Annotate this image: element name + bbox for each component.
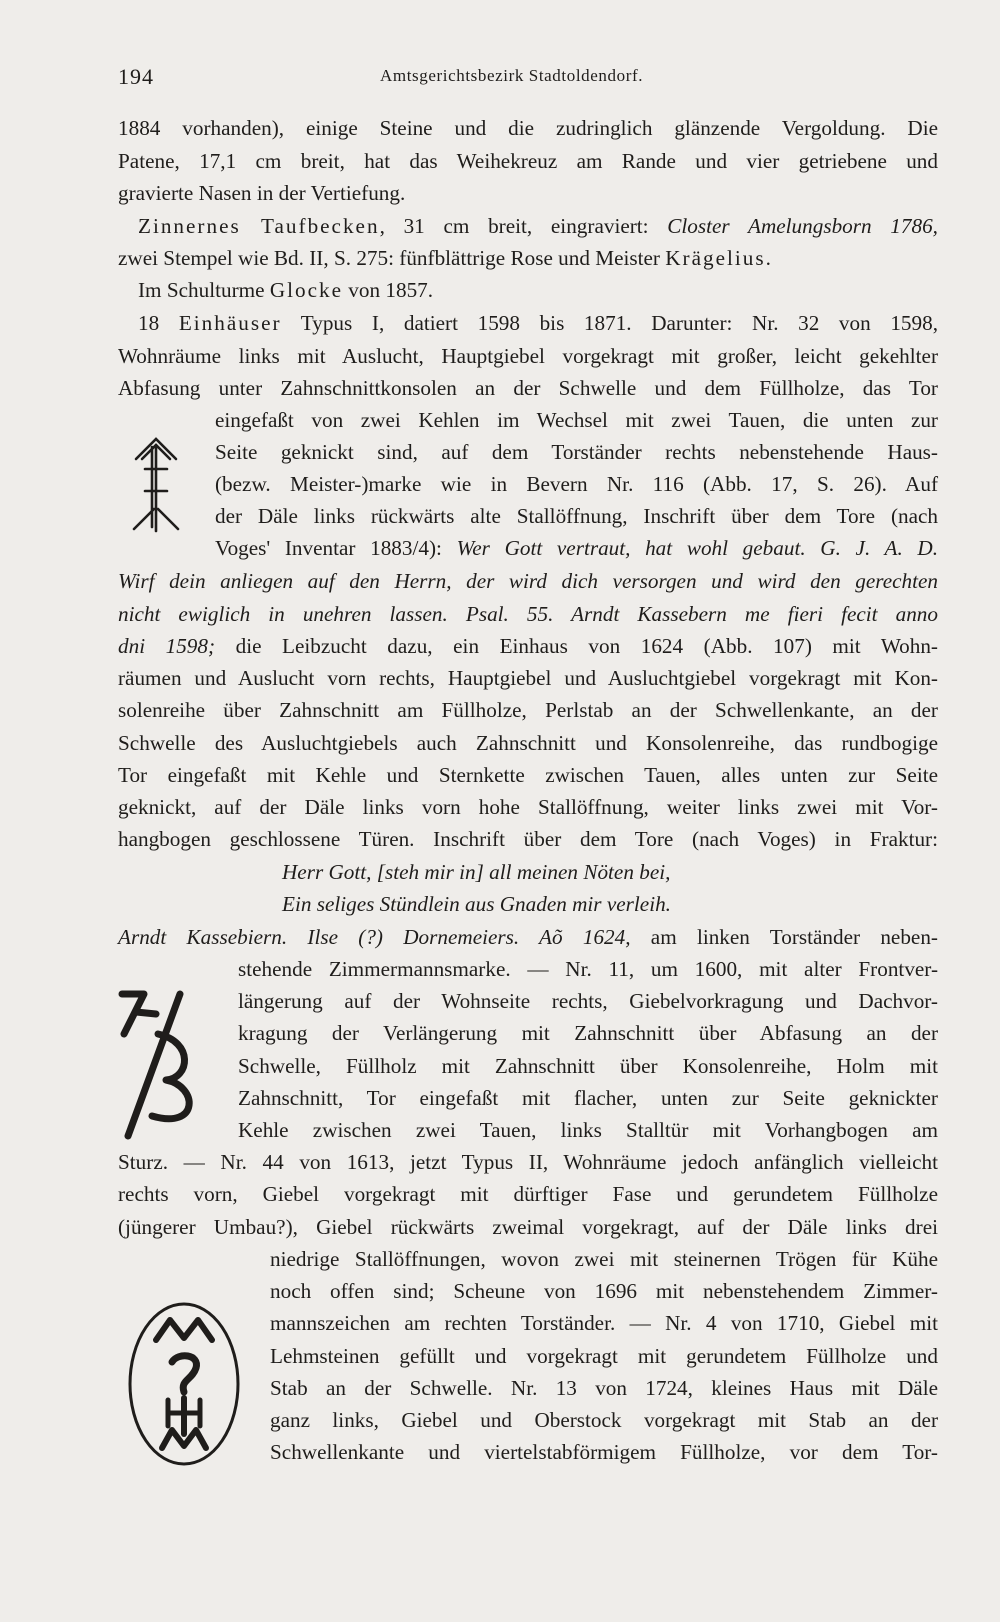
text-run: . <box>765 246 771 270</box>
text-line: räumen und Auslucht vorn rechts, Hauptgiebel und Ausluchtgiebel vorgekragt mit Kon- <box>118 666 938 690</box>
text-line: Schwellenkante und viertelstabförmigem Füllholze, vor dem Tor- <box>270 1440 938 1464</box>
inscription: dni 1598; <box>118 634 216 658</box>
text-line <box>138 210 938 242</box>
text-line: mannszeichen am rechten Torständer. — Nr. 4 von 1710, Giebel mit <box>270 1311 938 1335</box>
text-line: Patene, 17,1 cm breit, hat das Weihekreuz am Rande und vier getriebene und <box>118 149 938 173</box>
inscription: Ein seliges Stündlein aus Gnaden mir verleih. <box>282 892 671 916</box>
inscription: nicht ewiglich in unehren lassen. Psal. 55. Arndt Kassebern me fieri fecit anno <box>118 602 938 626</box>
text-run: zwei Stempel wie Bd. II, S. 275: fünfblättrige Rose und Meister <box>118 246 666 270</box>
page-number: 194 <box>118 64 154 89</box>
text-run: Voges' Inventar 1883/4): <box>215 536 457 560</box>
text-run: 18 <box>138 311 179 335</box>
text-line: eingefaßt von zwei Kehlen im Wechsel mit zwei Tauen, die unten zur <box>215 408 938 432</box>
text-line <box>215 532 938 564</box>
running-title: Amtsgerichtsbezirk Stadtoldendorf. <box>380 66 644 85</box>
text-line: kragung der Verlängerung mit Zahnschnitt über Abfasung an der <box>238 1021 938 1045</box>
text-line: Stab an der Schwelle. Nr. 13 von 1724, kleines Haus mit Däle <box>270 1376 938 1400</box>
text-line: niedrige Stallöffnungen, wovon zwei mit steinernen Trögen für Kühe <box>270 1247 938 1271</box>
text-line: gravierte Nasen in der Vertiefung. <box>118 181 406 205</box>
text-line: noch offen sind; Scheune von 1696 mit nebenstehendem Zimmer- <box>270 1279 938 1303</box>
text-line: ganz links, Giebel und Oberstock vorgekragt mit Stab an der <box>270 1408 938 1432</box>
emphasis-term: Glocke <box>269 278 343 302</box>
text-line: Kehle zwischen zwei Tauen, links Stalltür mit Vorhangbogen am <box>238 1118 938 1142</box>
inscription: Wirf dein anliegen auf den Herrn, der wird dich versorgen und wird den gerechten <box>118 569 938 593</box>
text-line: solenreihe über Zahnschnitt am Füllholze, Perlstab an der Schwellenkante, an der <box>118 698 938 722</box>
text-run: , 31 cm breit, eingraviert: <box>379 214 668 238</box>
text-run: am linken Torständer neben- <box>630 925 938 949</box>
inscription: Herr Gott, [steh mir in] all meinen Nöten bei, <box>282 860 671 884</box>
emphasis-term: Zinnernes Taufbecken <box>138 214 380 238</box>
text-line: längerung auf der Wohnseite rechts, Giebelvorkragung und Dachvor- <box>238 989 938 1013</box>
text-line: (jüngerer Umbau?), Giebel rückwärts zweimal vorgekragt, auf der Däle links drei <box>118 1215 938 1239</box>
carpenter-mark-icon <box>118 986 198 1142</box>
text-line: Zahnschnitt, Tor eingefaßt mit flacher, unten zur Seite geknickter <box>238 1086 938 1110</box>
text-line: Seite geknickt sind, auf dem Torständer rechts nebenstehende Haus- <box>215 440 938 464</box>
text-line: Tor eingefaßt mit Kehle und Sternkette zwischen Tauen, alles unten zur Seite <box>118 763 938 787</box>
inscription: Wer Gott vertraut, hat wohl gebaut. G. J. A. D. <box>456 536 938 560</box>
text-line: stehende Zimmermannsmarke. — Nr. 11, um 1600, mit alter Frontver- <box>238 957 938 981</box>
text-run: die Leibzucht dazu, ein Einhaus von 1624 (Abb. 107) mit Wohn- <box>215 634 938 658</box>
text-run: von 1857. <box>343 278 434 302</box>
text-line <box>118 565 938 597</box>
text-line <box>118 242 938 274</box>
text-line <box>118 598 938 630</box>
text-line <box>138 274 938 306</box>
verse-line <box>282 888 671 920</box>
text-line: Lehmsteinen gefüllt und vorgekragt mit gerundetem Füllholze und <box>270 1344 938 1368</box>
house-mark-icon <box>132 435 180 535</box>
text-line: Wohnräume links mit Auslucht, Hauptgiebel vorgekragt mit großer, leicht gekehlter <box>118 344 938 368</box>
text-run: Im Schulturme <box>138 278 270 302</box>
carpenter-sign-icon <box>126 1300 242 1468</box>
text-line: Sturz. — Nr. 44 von 1613, jetzt Typus II, Wohnräume jedoch anfänglich vielleicht <box>118 1150 938 1174</box>
text-line: Schwelle, Füllholz mit Zahnschnitt über Konsolenreihe, Holm mit <box>238 1054 938 1078</box>
inscription: Arndt Kassebiern. Ilse (?) Dornemeiers. Aõ 1624, <box>118 925 631 949</box>
emphasis-term: Einhäuser <box>178 311 282 335</box>
text-line: hangbogen geschlossene Türen. Inschrift über dem Tore (nach Voges) in Fraktur: <box>118 827 938 851</box>
emphasis-term: Krägelius <box>665 246 766 270</box>
text-line <box>138 307 938 339</box>
inscription: Closter Amelungsborn 1786, <box>667 214 938 238</box>
text-line: geknickt, auf der Däle links vorn hohe Stallöffnung, weiter links zwei mit Vor- <box>118 795 938 819</box>
text-line: 1884 vorhanden), einige Steine und die zudringlich glänzende Vergoldung. Die <box>118 116 938 140</box>
text-line <box>118 921 938 953</box>
text-run: Typus I, datiert 1598 bis 1871. Darunter: Nr. 32 von 1598, <box>281 311 939 335</box>
text-line: Schwelle des Ausluchtgiebels auch Zahnschnitt und Konsolenreihe, das rundbogige <box>118 731 938 755</box>
text-line: rechts vorn, Giebel vorgekragt mit dürftiger Fase und gerundetem Füllholze <box>118 1182 938 1206</box>
text-line: der Däle links rückwärts alte Stallöffnung, Inschrift über dem Tore (nach <box>215 504 938 528</box>
text-line <box>118 630 938 662</box>
verse-line <box>282 856 670 888</box>
text-line: Abfasung unter Zahnschnittkonsolen an der Schwelle und dem Füllholze, das Tor <box>118 376 938 400</box>
text-line: (bezw. Meister-)marke wie in Bevern Nr. 116 (Abb. 17, S. 26). Auf <box>215 472 938 496</box>
